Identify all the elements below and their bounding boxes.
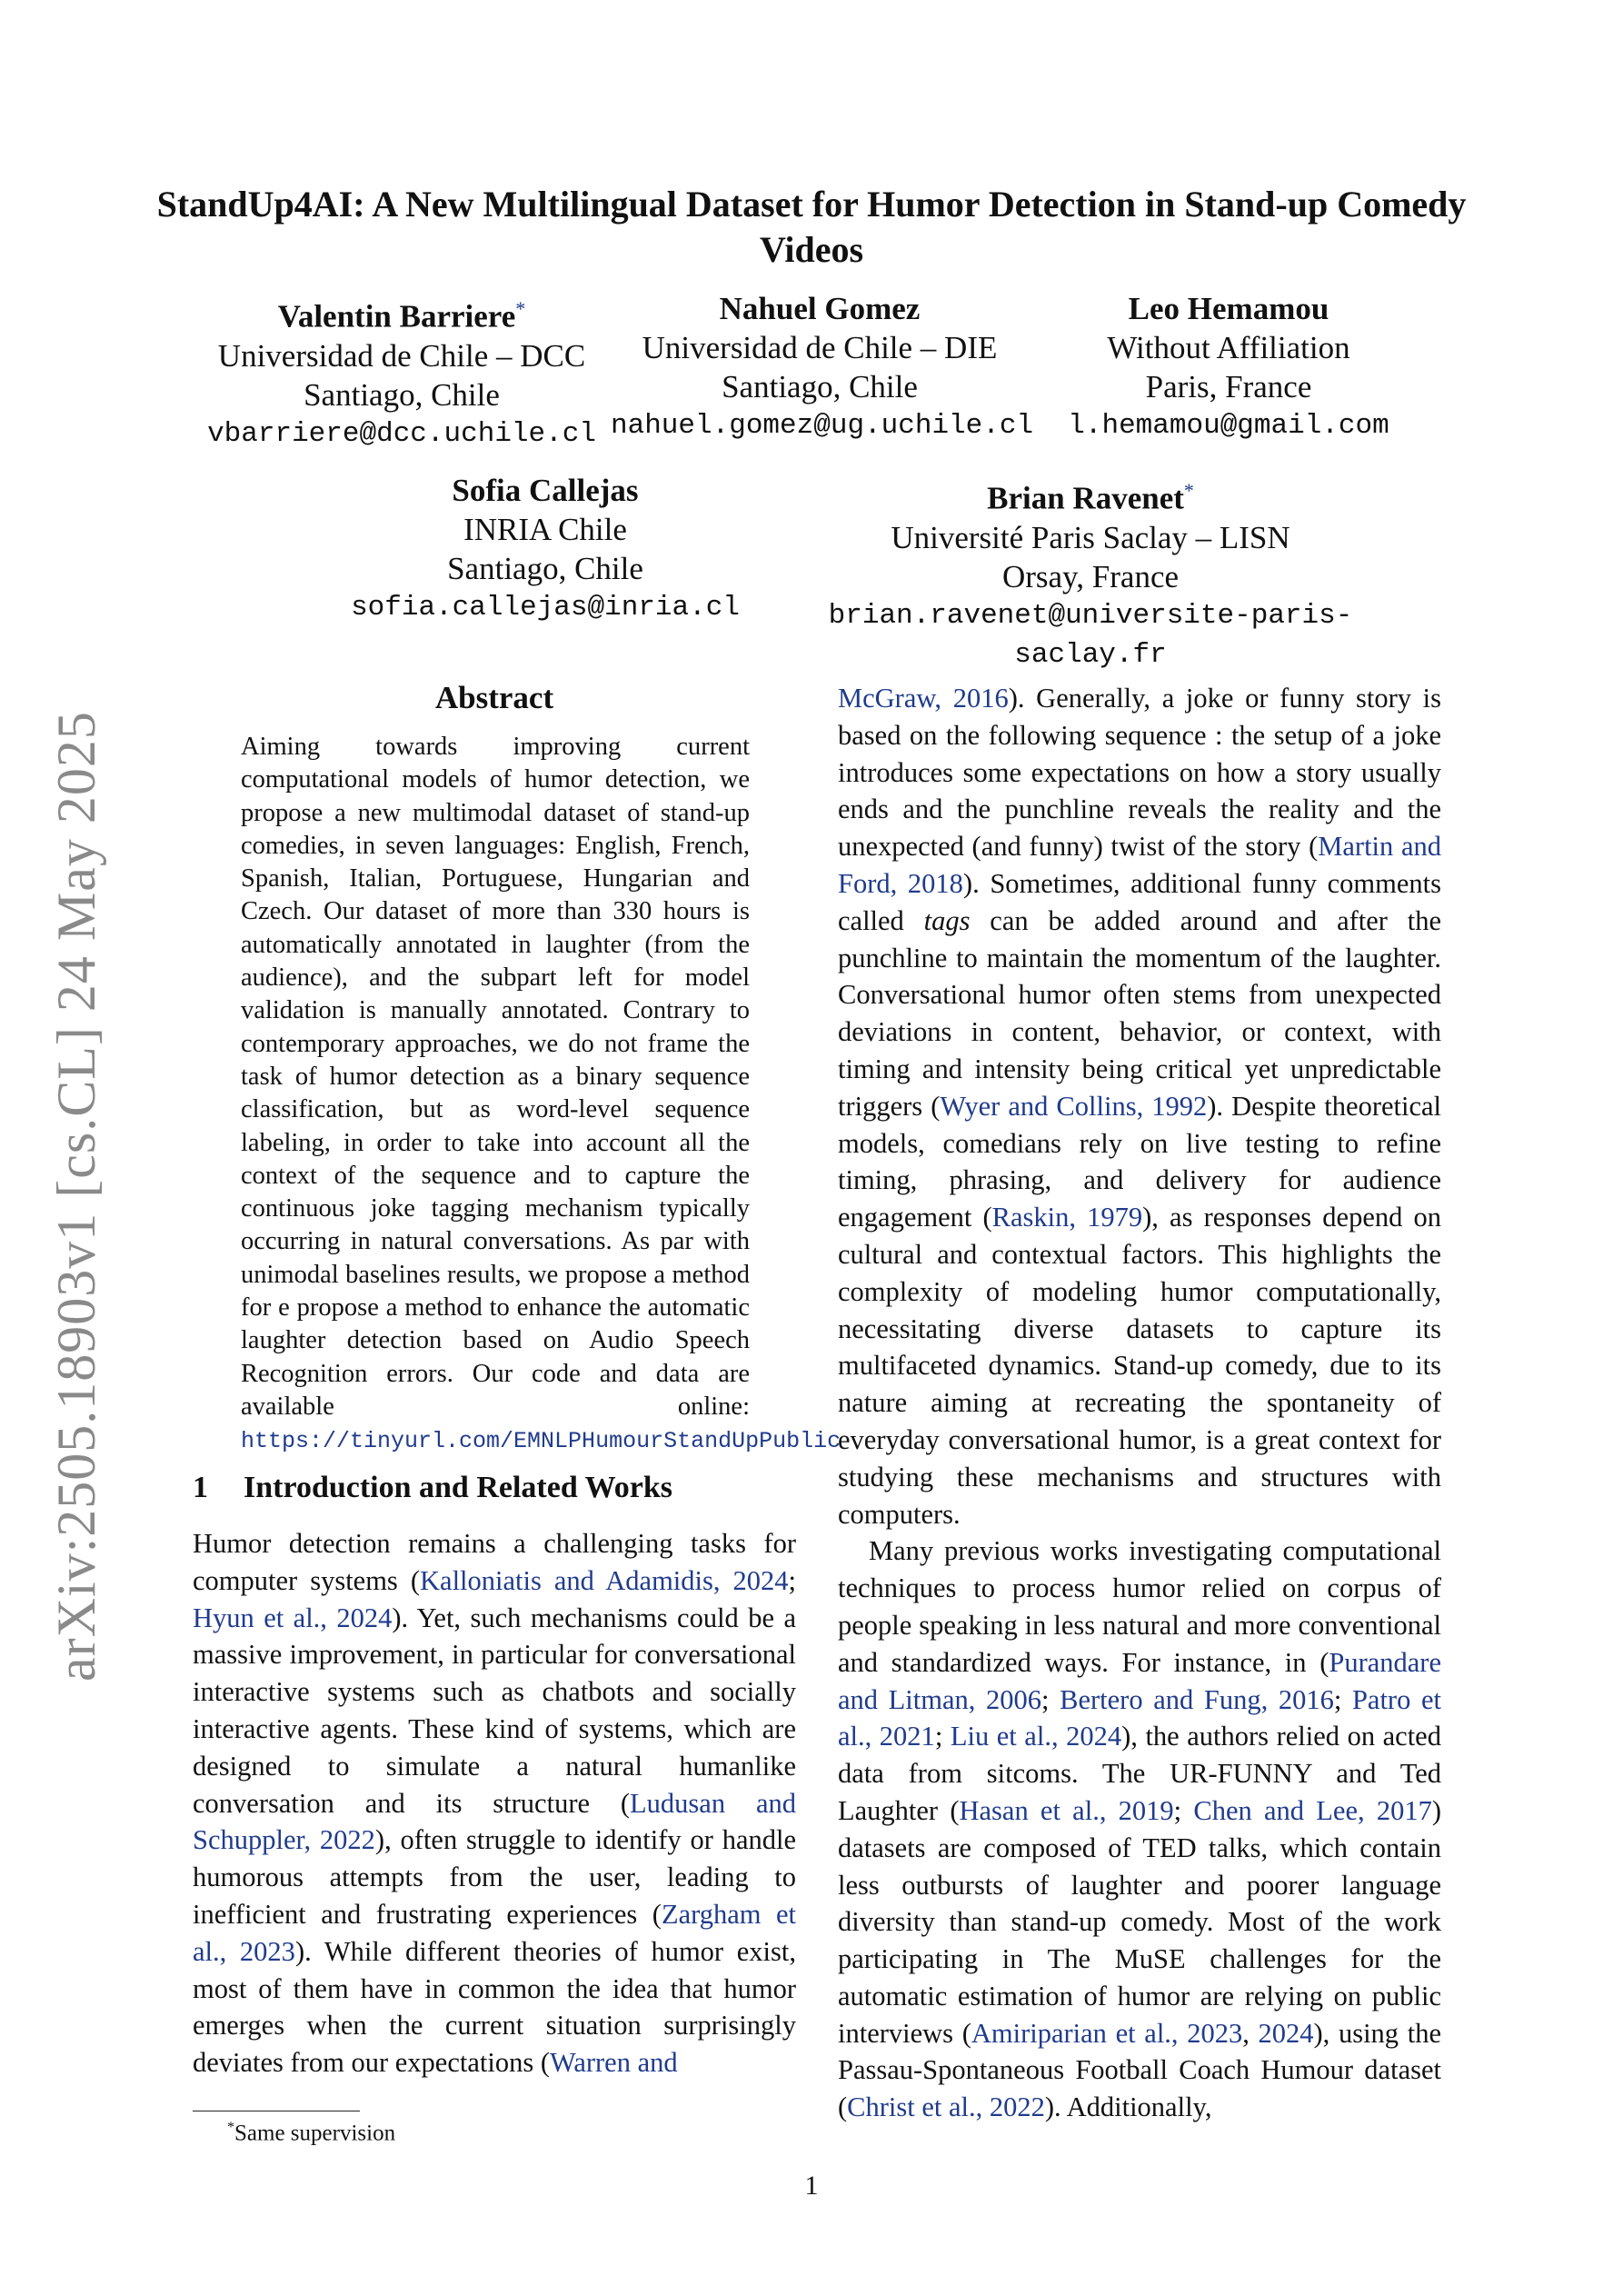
section-title: Introduction and Related Works <box>244 1471 672 1504</box>
citation-link[interactable]: Chen and Lee, 2017 <box>1193 1794 1432 1826</box>
author-name: Brian Ravenet <box>987 480 1184 516</box>
paper-title: StandUp4AI: A New Multilingual Dataset for Humor Detection in Stand-up Comedy Videos <box>156 184 1467 270</box>
author-email[interactable]: nahuel.gomez@ug.uchile.cl <box>611 410 1034 442</box>
author-name: Leo Hemamou <box>1128 291 1329 326</box>
author-affiliation: Université Paris Saclay – LISN <box>891 519 1290 555</box>
author-email[interactable]: l.hemamou@gmail.com <box>1068 410 1389 442</box>
citation-link[interactable]: Zargham et al., 2023 <box>193 1898 796 1967</box>
footnote-mark: * <box>227 2120 234 2135</box>
equal-supervision-mark: * <box>1183 479 1194 502</box>
right-column <box>838 680 1441 2126</box>
citation-link[interactable]: Liu et al., 2024 <box>950 1721 1122 1752</box>
author-location: Orsay, France <box>1001 558 1180 594</box>
citation-link[interactable]: Raskin, 1979 <box>991 1202 1143 1233</box>
abstract-body <box>241 731 841 1459</box>
citation-link[interactable]: Ludusan and Schuppler, 2022 <box>193 1787 796 1856</box>
intro-paragraph: McGraw, 2016). Generally, a joke or funny story is based on the following sequence : the setup of a joke introduces some expectations on how a story usually ends and the punchline reveals the reality and the unexpected (and funny) twist of the story (Martin and Ford, 2018). Sometimes, additional funny comments called tags can be added around and after the punchline to maintain the momentum of the laughter. Conversational humor often stems from unexpected deviations in content, behavior, or context, with timing and intensity being critical yet unpredictable triggers (Wyer and Collins, 1992). Despite theoretical models, comedians rely on live testing to refine timing, phrasing, and delivery for audience engagement (Raskin, 1979), as responses depend on cultural and contextual factors. This highlights the complexity of modeling humor computationally, necessitating diverse datasets to capture its multifaceted dynamics. Stand-up comedy, due to its nature aiming at recreating the spontaneity of everyday conversational humor, is a great context for studying these mechanisms and structures with computers. <box>838 683 1442 1530</box>
author-affiliation: Universidad de Chile – DCC <box>217 337 586 374</box>
citation-link[interactable]: Christ et al., 2022 <box>847 2091 1045 2123</box>
equal-supervision-mark: * <box>515 297 526 320</box>
author-name: Sofia Callejas <box>452 473 639 508</box>
author-email[interactable]: brian.ravenet@universite-paris-saclay.fr <box>828 599 1353 671</box>
intro-paragraph-left: Humor detection remains a challenging tasks for computer systems (Kalloniatis and Adamidis, 2024; Hyun et al., 2024). Yet, such mechanisms could be a massive improvement, in particular for conversational interactive systems such as chatbots and socially interactive agents. These kind of systems, which are designed to simulate a natural humanlike conversation and its structure (Ludusan and Schuppler, 2022), often struggle to identify or handle humorous attempts from the user, leading to inefficient and frustrating experiences (Zargham et al., 2023). While different theories of humor exist, most of them have in common the idea that humor emerges when the current situation surprisingly deviates from our expectations (Warren and <box>193 1528 796 2079</box>
abstract-text: Aiming towards improving current computational models of humor detection, we propose a new multimodal dataset of stand-up comedies, in seven languages: English, French, Spanish, Italian, Portuguese, Hungarian and Czech. Our dataset of more than 330 hours is automatically annotated in laughter (from the audience), and the subpart left for model validation is manually annotated. Contrary to contemporary approaches, we do not frame the task of humor detection as a binary sequence classification, but as word-level sequence labeling, in order to take into account all the context of the sequence and to capture the continuous joke tagging mechanism typically occurring in natural conversations. As par with unimodal baselines results, we propose a method for e propose a method to enhance the automatic laughter detection based on Audio Speech Recognition errors. Our code and data are available online: <box>241 733 750 1421</box>
citation-link[interactable]: Purandare and Litman, 2006 <box>838 1646 1441 1715</box>
citation-link[interactable]: Kalloniatis and Adamidis, 2024 <box>420 1564 789 1596</box>
arxiv-identifier-stamp: arXiv:2505.18903v1 [cs.CL] 24 May 2025 <box>46 711 106 1682</box>
citation-link[interactable]: Hasan et al., 2019 <box>959 1794 1174 1826</box>
author-location: Santiago, Chile <box>722 369 918 404</box>
citation-link[interactable]: Patro et al., 2021 <box>838 1683 1441 1752</box>
citation-link[interactable]: Wyer and Collins, 1992 <box>940 1090 1208 1122</box>
abstract-heading: Abstract <box>434 680 554 715</box>
page-number: 1 <box>804 2171 819 2201</box>
citation-link[interactable]: 2024 <box>1258 2017 1314 2049</box>
author-block <box>1056 289 1401 445</box>
section-heading <box>193 1471 672 1505</box>
section-number: 1 <box>193 1471 208 1504</box>
citation-link[interactable]: Hyun et al., 2024 <box>193 1602 393 1633</box>
author-block <box>754 471 1427 674</box>
author-block <box>202 289 602 454</box>
author-location: Paris, France <box>1145 369 1312 404</box>
author-email[interactable]: sofia.callejas@inria.cl <box>351 592 740 624</box>
footnote <box>227 2096 395 2147</box>
citation-link[interactable]: McGraw, 2016 <box>838 683 1009 714</box>
author-name: Valentin Barriere <box>277 298 516 334</box>
author-name: Nahuel Gomez <box>719 291 921 326</box>
author-affiliation: Universidad de Chile – DIE <box>642 330 998 365</box>
intro-paragraph: Many previous works investigating computational techniques to process humor relied on corpus of people speaking in less natural and more conventional and standardized ways. For instance, in (Purandare and Litman, 2006; Bertero and Fung, 2016; Patro et al., 2021; Liu et al., 2024), the authors relied on acted data from sitcoms. The UR-FUNNY and Ted Laughter (Hasan et al., 2019; Chen and Lee, 2017) datasets are composed of TED talks, which contain less outbursts of laughter and poorer language diversity than stand-up comedy. Most of the work participating in The MuSE challenges for the automatic estimation of humor are relying on public interviews (Amiriparian et al., 2023, 2024), using the Passau-Spontaneous Football Coach Humour dataset (Christ et al., 2022). Additionally, <box>838 1535 1442 2123</box>
author-block <box>611 289 1034 445</box>
citation-link[interactable]: Martin and Ford, 2018 <box>838 831 1441 899</box>
author-location: Santiago, Chile <box>304 376 500 413</box>
author-affiliation: Without Affiliation <box>1107 330 1350 365</box>
citation-link[interactable]: Amiriparian et al., 2023 <box>971 2017 1243 2049</box>
author-block <box>345 471 745 627</box>
citation-link[interactable]: Bertero and Fung, 2016 <box>1060 1683 1334 1715</box>
footnote-text: Same supervision <box>234 2121 396 2146</box>
citation-link[interactable]: Warren and <box>549 2047 678 2079</box>
author-email[interactable]: vbarriere@dcc.uchile.cl <box>207 417 596 450</box>
author-location: Santiago, Chile <box>447 551 643 586</box>
author-affiliation: INRIA Chile <box>463 512 627 547</box>
emphasized-term: tags <box>923 904 971 936</box>
dataset-url-link[interactable]: https://tinyurl.com/EMNLPHumourStandUpPublic <box>241 1428 841 1455</box>
